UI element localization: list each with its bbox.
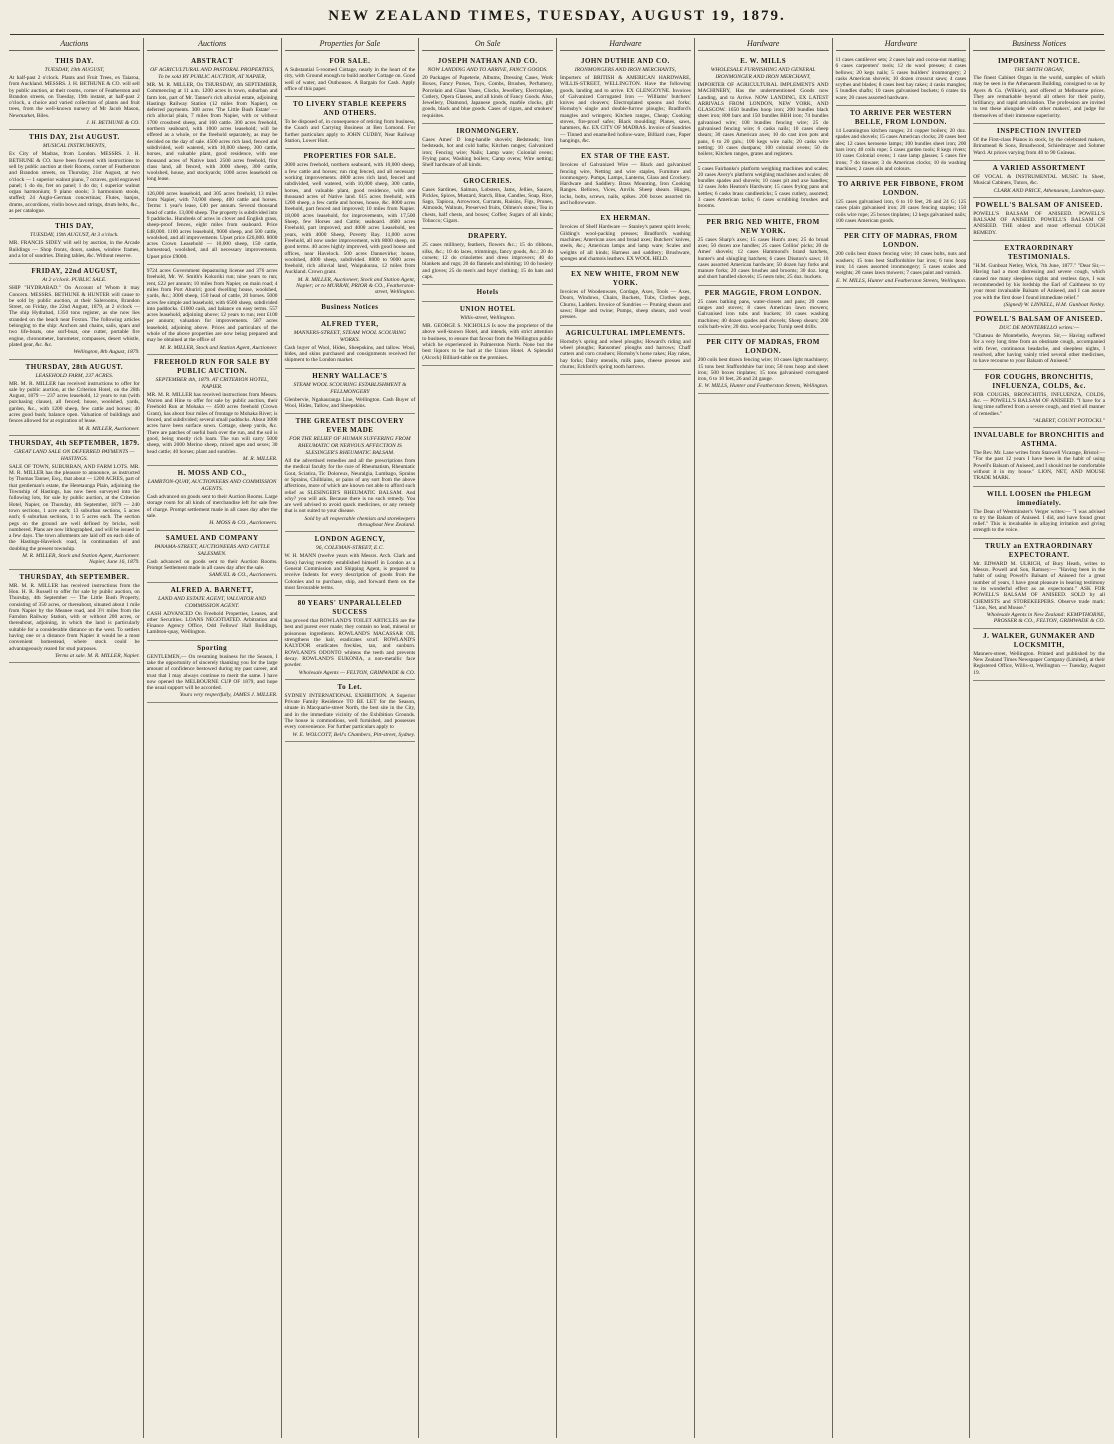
advertisement (698, 54, 829, 163)
ad-body: Cash advanced on goods sent to their Auction Rooms. Prompt Settlement made in all cases day after the sale. (146, 558, 278, 571)
ad-heading: JOHN DUTHIE AND CO. (580, 57, 670, 65)
ad-body: All the advertised remedies and all the prescriptions from the medical faculty for the cure of Rheumatism, Rheumatic Gout, Sciatica, Tic Doloreux, Neuralgia, Lumbago, Sprains or Sprains, Chilblains, or pains of any sort from the above affections, more of which are known not able to afford such relief as SLESINGER'S RHEUMATIC BALSAM. And why? you will ask. Because there is no such remedy. You are well advised to avoid quack medicines, or any remedy that is not suited to your disease. (284, 458, 416, 515)
ad-body: Glenbervie, Ngahauranga Line, Wellington. Cash Buyer of Wool, Hides, Tallow, and Sheepskins. (284, 396, 416, 409)
ad-body: Cash advanced on goods sent to their Auction Rooms. Large storage room for all kinds of merchandise left for sale free of charge. Prompt settlement made in all cases day after the sale. (146, 494, 278, 520)
ad-body: OF VOCAL & INSTRUMENTAL MUSIC In Sheet, Musical Cabinets, Tutors, &c. (973, 173, 1105, 187)
ad-body: SHIP "HYDRABAD." On Account of Whom it may Concern. MESSRS. BETHUNE & HUNTER will cause to be sold by public auction, at their Salerooms, Brandon Street, on Friday, the 22nd August, 1879, at 2 o'clock — The ship Hydrabad, 1350 tons register, as she now lies stranded on the beach near Foxton. The following articles belonging to the ship: Anchors and chains, sails, spars and two life-boats, one surf-boat, one cutter, portable fire engine, chronometer, barometer, compasses, desert whistle, plated gear, &c. &c. (9, 285, 140, 348)
ad-signature: M. R. MILLER, Stock and Station Agent, Auctioneer. Napier, June 16, 1879. (22, 553, 140, 566)
ad-body: 14 Leamington kitchen ranges; 24 copper boilers; 20 doz. spades and shovels; 15 cases American clocks; 20 cases best ales; 12 cases kerosene lamps; 100 bundles sheet iron; 200 bars iron; 40 coils rope; 5 cases garden tools; 8 kegs rivets; 10 cases Colonial ovens; 1 case lamp glasses; 5 cases fire irons; 7 do tinware; 3 do American clocks; 10 do washing machines; 2 cases oils and colours. (835, 128, 967, 172)
advertisement (285, 300, 416, 317)
ad-heading: GROCERIES. (463, 176, 512, 185)
ad-body: 125 cases galvanised iron, 6 to 10 feet, 26 and 24 G; 125 cases plain galvanised iron; 20 cases fencing staples; 150 coils wire rope; 25 boxes tinplates; 12 kegs galvanised nails; 100 cases American goods. (835, 199, 967, 225)
ad-heading: E. W. MILLS (740, 57, 787, 65)
ad-body: W. H. MANN (twelve years with Messrs. Arch. Clark and Sons) having recently established himself in London as a General Commission and Shipping Agent, is prepared to receive Indents for every description of goods from the Colonies and to purchase, ship, and forward them on the most favourable terms. (284, 553, 416, 591)
ad-signature: E. W. MILLS, Hunter and Featherston Streets, Wellington. (836, 277, 967, 284)
ad-signature: CLARK AND PRICE, Athenaeum, Lambton-quay. (993, 187, 1105, 194)
ad-heading: THURSDAY, 4th SEPTEMBER. (19, 572, 130, 581)
ad-body: Invoices of Woodenware, Cordage, Axes, Tools — Axes, Doors, Windows, Chairs, Buckets, Tubs, Clothes pegs, Churns, Ladders. Invoice of Sundries — Pruning shears and saws; Rope and twine; Pumps, sheep shears, and wool presses. (560, 289, 691, 321)
ad-subheading: SEPTEMBER 4th, 1879. AT CRITERION HOTEL, NAPIER. (155, 376, 269, 390)
ad-body: Mr. EDWARD M. ULRICH, of Bury Heath, writes to Messrs. Powell and Son, Ramsey:— "Having been in the habit of using Powell's Balsam of Aniseed for a great number of years, I have great pleasure in bearing testimony to its wonderful effect as an expectorant." ASK FOR POWELL'S BALSAM OF ANISEED. SOLD by all CHEMISTS and STOREKEEPERS. Observe trade mark: "Lion, Net, and Mouse." (973, 560, 1105, 611)
advertisement (560, 149, 691, 211)
ad-body: To be disposed of, in consequence of retiring from business, the Coach and Carrying Business at Ben Lomond. For further particulars apply to JOHN CUDBY, Near Railway Station, Lower Hutt. (284, 119, 416, 145)
ad-body: Cases Sardines, Salmon, Lobsters, Jams, Jellies, Sauces, Pickles, Spices, Mustard, Starch, Blue, Candles, Soap, Rice, Sago, Tapioca, Arrowroot, Currants, Raisins, Figs, Prunes, Almonds, Walnuts, Preserved fruits, Oilmen's stores; Tea in chests, half chests, and boxes; Coffee; Sugars of all kinds; Tobacco; Cigars. (422, 186, 553, 225)
ad-body: 25 cases Sharp's axes; 15 cases Hunt's axes; 25 do broad axes; 50 dozen axe handles; 25 cases Collins' picks; 20 do Ames' shovels; 12 cases Hammond's brand hatchets, hunter's and shingling hatchets; 6 cases Disston's saws; 10 cases assorted American hardware; 50 dozen hay forks and manure forks; 20 cases brushes and brooms; 30 doz. long and short handled shovels; 15 nests tubs; 25 doz. buckets. (697, 236, 829, 281)
advertisement (422, 54, 553, 124)
advertisement (285, 317, 416, 369)
ad-body: The finest Cabinet Organ in the world, samples of which may be seen in the Athenaeum Building, consigned to us by Ayers & Co. (Wilkie's), and offered at Melbourne prices. They are remarkable beyond all others for their purity, brilliancy, and rapid articulation. The profession are invited to test these alongside with other makers', and judge for themselves of their immense superiority. (973, 75, 1105, 119)
ad-heading: INVALUABLE for BRONCHITIS and ASTHMA. (973, 431, 1105, 449)
ad-signature: M. R. MILLER, Auctioneer, Stock and Station Agent, Napier; or to MURRAY, PRIOR & CO., Featherston-street, Wellington. (296, 276, 416, 296)
ad-body: POWELL'S BALSAM OF ANISEED. POWELL'S BALSAM OF ANISEED. POWELL'S BALSAM OF ANISEED. THE oldest and most effectual COUGH REMEDY. (973, 210, 1105, 236)
ad-body: Ex City of Madras, from London. MESSRS. J. H. BETHUNE & CO. have been favored with instructions to sell by public auction at their Rooms, corner of Featherston and Brandon streets, on Thursday, 21st August, at two o'clock — 1 superior walnut piano, 7 octaves, gold engraved panel; 1 do do, fret on panel; 1 do do; 1 superior walnut organ harmonium; 9 plano stools; 3 harmonium stools, stuffed; 24 Anglo-German concertinas; Flutes, banjos, drums, accordions, violin bows and strings, drum belts, &c., as per catalogue. (9, 151, 140, 215)
advertisement (836, 106, 967, 177)
ad-signature: (Signed) W. LINNELL, H.M. Gunboat Netley. (1003, 301, 1105, 308)
ad-heading: Business Notices (321, 302, 379, 311)
ad-body: MR. M. R. MILLER has received instructions from the Hon. H. R. Russell to offer for sale by public auction, on Thursday, 4th September — The Little Bush Property, consisting of 350 acres, or thereabout, situated about 1 mile from Napier by the Meanee road, and 3½ miles from the Farndon Railway Station, with or without 200 acres, or thereabout, adjoining, in which the land is particularly suitable for a considerable distance on the west. To settlers having one or a distance from Napier it would be a most convenient homestead, where stock could be advantageously reared for stud purposes. (9, 582, 140, 652)
column-3 (282, 38, 420, 1438)
advertisement (422, 229, 553, 285)
ad-heading: POWELL'S BALSAM OF ANISEED. (975, 315, 1103, 324)
advertisement (147, 531, 278, 583)
advertisement (147, 466, 278, 530)
column-heading: Properties for Sale (285, 38, 416, 51)
ad-heading: A VARIED ASSORTMENT (992, 163, 1086, 172)
ad-body: At half-past 2 o'clock. Plants and Fruit Trees, ex Taiaroa, from Auckland. MESSRS. J. H. BETHUNE & CO. will sell by public auction, at their rooms, corner of Featherston and Brandon streets, on Tuesday, 19th instant, at half-past 2 o'clock, a choice and varied collection of plants and fruit trees, from the well-known nursery of Mr Jacob Mason, Newmarket, Biles. (9, 75, 140, 119)
ad-body: Of the First-class Pianos in stock, by the celebrated makers, Brinsmead & Sons, Broadwood, Schiedmayer and Sohmer Ward. At prices varying from 40 to 90 Guineas. (973, 137, 1105, 156)
column-8 (970, 38, 1108, 1438)
ad-heading: THE GREATEST DISCOVERY EVER MADE (295, 417, 405, 435)
advertisement (422, 174, 553, 230)
advertisement (147, 265, 278, 355)
ad-heading: TO ARRIVE PER FIBBONE, FROM LONDON. (837, 180, 965, 198)
ad-heading: FRIDAY, 22nd AUGUST, (31, 267, 118, 276)
ad-heading: To Let. (337, 682, 363, 691)
advertisement (422, 302, 553, 366)
column-5 (557, 38, 695, 1438)
advertisement (147, 641, 278, 703)
advertisement (9, 130, 140, 219)
column-7 (833, 38, 971, 1438)
ad-body: MR. M. R. MILLER has received instructions to offer for sale by public auction, at the Criterion Hotel, on the 28th August, 1879 — 237 acres leasehold, 12 years to run (with purchasing clause), all fenced; house, woolshed, yards, garden, &c., with 1200 sheep, few cattle and horses; 40 acres good bush; balance open. Valuation of buildings and fences allowed for at expiration of lease. (9, 380, 140, 425)
masthead: NEW ZEALAND TIMES, TUESDAY, AUGUST 19, 1879. (328, 8, 786, 24)
ad-subheading: LEASEHOLD FARM, 237 ACRES. (35, 372, 114, 379)
ad-heading: PER CITY OF MADRAS, FROM LONDON. (706, 338, 820, 356)
ad-body: MR. M. R. MILLER has received instructions from Messrs. Warren and Hine to offer for sale by public auction, their Freehold Run at Mohaka — 4500 acres freehold (Crown Grant), has about four miles of frontage to Mohaka River; is fenced, and subdivided; several small paddocks. About 3000 acres have been surface sown. Cottage, sheep yards, &c. There are patches of useful bush over the run, and the soil is good, being mostly rich loam. The run will carry 5000 sheep, with 2000 Merino sheep, mixed ages and sexes; 30 head cattle; 40 horses; plant and sundries. (146, 391, 278, 455)
ad-body: 25 cases millinery, feathers, flowers &c.; 15 do ribbons, silks, &c.; 10 do laces, trimmings, fancy goods, &c.; 20 do corsets; 12 do crinolettes and dress improvers; 40 do blankets and rugs; 20 do flannels and shirting; 10 do hosiery and gloves; 25 do men's and boys' clothing; 15 do hats and caps. (422, 242, 553, 280)
advertisement (9, 264, 140, 359)
advertisement (9, 436, 140, 570)
ad-subheading: IRONMONGERS AND IRON MERCHANTS, (574, 67, 676, 73)
ad-heading: J. WALKER, GUNMAKER AND LOCKSMITH, (983, 631, 1096, 649)
advertisement (9, 570, 140, 664)
ad-body: SYDNEY INTERNATIONAL EXHIBITION. A Superior Private Family Residence TO BE LET for the Season, situate in Macquarie-street North, the best site in the City, and in the immediate vicinity of the Exhibition Grounds. The house is commodious, well furnished, and possesses every convenience. For further particulars apply to (284, 692, 416, 731)
ad-body: 20 Packages of Papeterie, Albums, Dressing Cases, Work Boxes, Fancy Purses, Toys, Combs, Brushes, Perfumery, Porcelain and Glass Vases, Clocks, Jewellery, Electroplate, Cutlery, Opera Glasses, and all kinds of Fancy Goods. Also, Jewellery, Diamond, Japanese goods, marble clocks, gilt goods, black and blue goods. Cases of cigars, and smokers' requisites. (422, 75, 553, 119)
advertisement (973, 198, 1105, 241)
ad-subheading: STEAM WOOL SCOURING ESTABLISHMENT & FELLMONGERY (293, 381, 407, 395)
advertisement (560, 326, 691, 375)
ad-signature: Wellington, 8th August, 1879. (73, 349, 140, 356)
ad-subheading: NOW LANDING AND TO ARRIVE, FANCY GOODS. (427, 67, 548, 73)
ad-body: Invoices of Galvanized Wire — Black and galvanized fencing wire, Netting and wire staples, Furniture and ironmongery. Pumps, Lamps, Lanterns, Glass and Crockery. Hardware and Saddlery. Brass Mounting, Iron Cooking Ranges. Bellows, Vices, Anvils. Sheep shears. Hinges, locks, bolts, screws, nails, spikes. 200 boxes assorted tin and hollowware. (560, 162, 691, 207)
advertisement (973, 428, 1105, 486)
ad-heading: THURSDAY, 28th AUGUST. (25, 362, 124, 371)
masthead-rule (10, 34, 1104, 35)
ad-signature: H. MOSS & CO., Auctioneers. (209, 520, 278, 527)
advertisement (560, 211, 691, 267)
column-heading: Auctions (147, 38, 278, 51)
ad-body: The Rev. Mr. Lane writes from Stanwell Vicarage, Bristol:— "For the past 12 years I have been in the habit of using Powell's Balsam of Aniseed, and I should not be comfortable without it in my house." LION, NET, AND MOUSE TRADE MARK. (973, 450, 1105, 482)
ad-heading: INSPECTION INVITED (996, 127, 1082, 136)
advertisement (9, 54, 140, 130)
ad-subheading: LAMBTON-QUAY, AUCTIONEERS AND COMMISSION AGENTS. (147, 479, 277, 493)
ad-signature: J. H. BETHUNE & CO. (86, 120, 140, 127)
ad-body: IMPORTER OF AGRICULTURAL IMPLEMENTS AND MACHINERY, Has the undermentioned Goods now Landing, and to Arrive. NOW LANDING, EX LATEST ARRIVALS FROM LONDON, NEW YORK, AND GLASGOW. 1650 bundles hoop iron; 200 bundles black sheet iron; 800 bars and 150 bundles BBH iron; 74 bundles galvanised wire; 100 bundles fencing wire; 25 do galvanised fencing wire; 6 casks nails; 10 cases sheep shears; 30 cases American axes; 10 do cast iron pots and pans, 6 to 20 gals.; 100 kegs wire nails; 20 casks wire netting; 10 cases dustpans; 100 colonial ovens; 50 do boilers; Kitchen ranges, grates and registers. (697, 82, 829, 158)
ad-signature: W. E. WOLCOTT, Bell's Chambers, Pitt-street, Sydney. (292, 731, 416, 738)
ad-body: SALE OF TOWN, SUBURBAN, AND FARM LOTS. MR. M. R. MILLER has the pleasure to announce, as instructed by Thomas Tanner, Esq., that about — 1200 ACRES, part of that gentleman's estate, the Heretaunga Plain, adjoining the Township of Hastings, has now been surveyed into the following lots, for sale by public auction, at the Criterion Hotel, Napier, on Thursday, 4th September, 1879 — 240 town sections, 1 acre each; 13 suburban sections, 5 acres each; 6 suburban sections, 1 to 5 acres each. The section pegs on the ground are well defined by bricks, well numbered. Plans are now lithographed, and will be issued in a few days. The town allotments are laid off on each side of the Hastings-Havelock road, in continuation of and doubling the present township. (9, 463, 140, 552)
ad-body: has proved that ROWLAND'S TOILET ARTICLES are the best and purest ever made; they contain no lead, mineral or poisonous ingredients. ROWLAND'S MACASSAR OIL strengthens the hair, eradicates scurf. ROWLAND'S KALYDOR eradicates freckles, tan, and sunburn. ROWLAND'S ODONTO whitens the teeth and prevents decay. ROWLAND'S EUKONIA, a non-metallic face powder. (284, 618, 416, 669)
ad-heading: ABSTRACT (191, 57, 234, 65)
advertisement (285, 532, 416, 596)
ad-heading: JOSEPH NATHAN AND CO. (437, 57, 538, 65)
advertisement (560, 54, 691, 149)
ad-subheading: At 2 o'clock. PUBLIC SALE. (42, 277, 107, 284)
ad-heading: PER MAGGIE, FROM LONDON. (704, 288, 822, 297)
ad-heading: IRONMONGERY. (456, 127, 519, 136)
ad-signature: Terms at sale. M. R. MILLER, Napier. (54, 652, 140, 659)
ad-heading: ALFRED A. BARNETT, (170, 585, 254, 594)
advertisement (147, 54, 278, 188)
ad-signature: "ALBERT, COUNT POTOCKI." (1032, 417, 1105, 424)
advertisement (973, 312, 1105, 369)
advertisement (836, 54, 967, 106)
ad-heading: TRULY an EXTRAORDINARY EXPECTORANT. (984, 541, 1094, 559)
ad-heading: WILL LOOSEN the PHLEGM immediately. (986, 489, 1092, 507)
advertisement (560, 267, 691, 325)
advertisement (285, 97, 416, 149)
ad-heading: EX STAR OF THE EAST. (581, 152, 670, 161)
ad-heading: FOR SALE. (329, 57, 371, 65)
ad-heading: ALFRED TYER, (321, 319, 379, 328)
advertisement (973, 370, 1105, 428)
ad-body: MR. FRANCIS SIDEY will sell by auction, in the Arcade Buildings — Shop fronts, doors, sashes, window frames, and a lot of sundries. Dining tables, &c. Without reserve. (9, 240, 140, 259)
ad-heading: TO LIVERY STABLE KEEPERS AND OTHERS. (293, 100, 407, 118)
ad-body: Importers of BRITISH & AMERICAN HARDWARE, WILLIS-STREET, WELLINGTON. Have the following goods, landing and to arrive. EX GLENGOYNE. Invoices of Galvanized Corrugated Iron — Williams' butchers' knives and cleavers; Electroplated spoons and forks; Hornsby's single and double-furrow ploughs; Bradford's mangles and wringers; Kitchen ranges, Cheap; Cooking stoves, fire-proof safes; Black moulding; Planes, saws, hammers, &c. EX CITY OF MADRAS. Invoice of Sundries — Tinned and enamelled hollow-ware, Billiard cues, Paper hangings, &c. (560, 75, 691, 144)
advertisement (285, 596, 416, 680)
column-heading: Hardware (560, 38, 691, 51)
ad-signature: M. R. MILLER, Auctioneer. (78, 425, 140, 432)
ad-heading: POWELL'S BALSAM OF ANISEED. (975, 200, 1103, 209)
ad-heading: PER BRIG NED WHITE, FROM NEW YORK. (706, 217, 820, 235)
ad-heading: SAMUEL AND COMPANY (165, 533, 259, 542)
ad-heading: TO ARRIVE PER WESTERN BELLE, FROM LONDON. (849, 109, 952, 127)
ad-body: 5 cases Fairbanks's platform weighing machines and scales; 20 cases Avery's platform weighing machines and scales; 40 bundles spades and shovels; 10 cases pit and axe handles; 12 cases John Heaton's Hardware; 15 cases frying pans and kettles; 6 casks brass candlesticks; 5 cases cutlery, assorted; 3 cases American tacks; 6 cases scrubbing brushes and brooms. (697, 165, 829, 210)
ad-heading: HENRY WALLACE'S (312, 371, 388, 380)
ad-signature: Wholesale Agents — FELTON, GRIMWADE & CO. (298, 669, 416, 676)
ad-body: Invoices of Shelf Hardware — Stanley's patent spirit levels; Gilding's wool-packing presses; Bradford's washing machines; American axes and broad axes; Butchers' knives, steels, &c.; American lamps and lamp ware; Scales and weights of all kinds; Harness and saddlery; Brushware, sponges and chamois leathers. EX WOOL HELD. (560, 224, 691, 262)
ad-body: 200 coils best drawn fencing wire; 10 cases bolts, nuts and washers; 15 tons best Staffordshire bar iron; 6 tons hoop iron; 14 cases assorted ironmongery; 5 cases scales and weights; 20 cases lawn mowers; 7 cases paint and varnish. (835, 251, 967, 277)
ad-body: 11 cases cantilever sets; 2 cases hair and cocoa-nut matting; 6 cases carpenters' tools; 12 do wool presses; 4 cases bellows; 20 kegs nails; 5 cases builders' ironmongery; 2 casks American shovels; 10 dozen crosscut saws; 4 cases scythes and blades; 8 cases best hay rakes; 4 casks mangles; 5 bundles shafts; 10 cases galvanised buckets; 6 crates tin ware; 20 cases assorted hardware. (835, 57, 967, 101)
column-2 (144, 38, 282, 1438)
ad-heading: Sporting (197, 643, 228, 652)
ad-heading: H. MOSS AND CO., (177, 469, 247, 478)
ad-subheading: MANNERS-STREET, STEAM WOOL SCOURING WORKS. (293, 329, 407, 343)
advertisement (973, 629, 1105, 681)
ad-body: Cases Ames' D long-handle shovels; Bedsteads; Iron bedsteads, hot and cold baths; Kitchen ranges; Galvanized iron; Fencing wire; Nails; Lamp ware; Colonial ovens; Frying pans; Washing boilers; Camp ovens; Wire netting; Shelf hardware of all kinds. (422, 137, 553, 169)
advertisement (285, 369, 416, 415)
ad-body: The Dean of Westminster's Verger writes:— "I was advised to try the Balsam of Aniseed. I did, and have found great relief." This is invaluable in allaying irritation and giving strength to the voice. (973, 508, 1105, 534)
ad-subheading: TUESDAY, 19th AUGUST, (44, 67, 105, 73)
ad-body: 3000 acres freehold, northern seaboard, with 10,000 sheep, a few cattle and horses; run ring fenced, and all necessary working improvements. 4800 acres rich land, fenced and subdivided, well watered, with 10,000 sheep, 300 cattle, horses, and valuable plant, good residence, with one thousand acres of Native land. 615 acres freehold, with 1200 sheep, a few cattle and horses, house, &c. 8000 acres freehold, part fenced and improved; 10 miles from Napier. 18,000 acres leasehold, for improvements, with 17,500 Sheep, few Horses and Cattle; seaboard. 4600 acres Freehold, part improved, and 4000 acres Leasehold, ten years, with 4000 Sheep, Poverty Bay. 11,000 acres Freehold, all now under improvement, with 8000 sheep, on good terms. 40 acres highly improved, with good house and offices, near Havelock. 500 acres Dannevirke; house, woolshed, 4000 sheep, subdivided. 8000 to 9000 acres freehold, rich alluvial land, Waipukurau, 12 miles from Auckland. Crown grant. (284, 162, 416, 276)
ad-heading: LONDON AGENCY, (314, 535, 386, 544)
advertisement (698, 215, 829, 286)
ad-heading: THIS DAY, (55, 222, 94, 231)
advertisement (698, 163, 829, 215)
ad-heading: DRAPERY. (468, 232, 508, 241)
ad-heading: EX NEW WHITE, FROM NEW YORK. (571, 270, 680, 288)
ad-body: A Substantial 5-roomed Cottage, nearly in the heart of the city, with Ground enough to build another Cottage on. Good well of water, and Outhouses. A Bargain for Cash. Apply office of this paper. (284, 67, 416, 92)
ad-body: MR. GEORGE S. NICHOLLS Is now the proprietor of the above well-known Hotel, and intends, with strict attention to business, to ensure that favour from the Wellington public which he experienced in Palmerston North. None but the best liquors to be had at the Union Hotel. A Splendid (Alcock) Billiard-table on the premises. (422, 323, 553, 361)
ad-heading: THIS DAY. (55, 57, 94, 65)
ad-heading: PER CITY OF MADRAS, FROM LONDON. (844, 232, 958, 250)
column-heading: Business Notices (973, 38, 1105, 51)
ad-signature: M. R. MILLER. (242, 455, 278, 462)
advertisement (973, 124, 1105, 161)
ad-signature: SAMUEL & CO., Auctioneers. (209, 572, 278, 579)
ad-body: GENTLEMEN,— On resuming business for the Season, I take the opportunity of sincerely thanking you for the large amount of confidence bestowed during my past career, and trust that I may always continue to merit the same. I have now opened the MELBOURNE CUP OF 1879, and hope the usual support will be accorded. (146, 653, 278, 692)
advertisement (422, 124, 553, 173)
ad-heading: AGRICULTURAL IMPLEMENTS. (565, 328, 686, 337)
ad-heading: FREEHOLD RUN FOR SALE BY PUBLIC AUCTION. (154, 357, 271, 375)
ad-subheading: Willis-street, Wellington. (460, 315, 516, 322)
column-heading: Auctions (9, 38, 140, 51)
column-heading: Hardware (698, 38, 829, 51)
ad-heading: EXTRAORDINARY TESTIMONIALS. (1004, 244, 1074, 262)
advertisement (973, 161, 1105, 198)
ad-body: Hornsby's spring and wheel ploughs; Howard's riding and wheel ploughs; Ransomes' ploughs and harrows; Chaff cutters and corn crushers; Hornsby's horse rakes; Hay rakes, hay forks; Dairy utensils, milk pans, cheese presses and churns; Eckford's spring tooth harrows. (560, 338, 691, 370)
advertisement (973, 487, 1105, 539)
advertisement (973, 539, 1105, 629)
column-6 (695, 38, 833, 1438)
ad-subheading: LAND AND ESTATE AGENT, VALUATOR AND COMMISSION AGENT. (158, 595, 267, 609)
ad-subheading: 96, COLEMAN-STREET, E.C. (315, 545, 384, 552)
ad-body: Manners-street, Wellington. Printed and published by the New Zealand Times Newspaper Company (Limited), at their Registered Office, Willis-st, Wellington — Tuesday, August 19. (973, 650, 1105, 676)
ad-subheading: TUESDAY, 19th AUGUST, At 3 o'clock. (30, 232, 119, 239)
ad-signature: E. W. MILLS, Hunter and Featherston Streets, Wellington. (698, 383, 829, 390)
advertisement (836, 229, 967, 287)
ad-subheading: GREAT LAND SALE ON DEFERRED PAYMENTS — HASTINGS. (14, 448, 135, 462)
advertisement (9, 219, 140, 264)
ad-signature: Sold by all respectable chemists and storekeepers throughout New Zealand. (304, 515, 416, 529)
ad-subheading: FOR THE RELIEF OF HUMAN SUFFERING FROM RHEUMATIC OR NERVOUS AFFECTION IS SLESINGER'S RHEUMATIC BALSAM. (289, 436, 411, 457)
ad-body: 25 cases bathing pans, water-closets and pans; 20 cases ranges and stoves; 8 cases American lawn mowers; Galvanised iron tubs and buckets; 10 cases washing machines; 40 dozen spades and shovels; Sheep shears; 200 coils barb-wire; 20 doz. wool-packs; Turnip seed drills. (697, 298, 829, 330)
ad-body: 126,000 acres leasehold, and 305 acres freehold, 13 miles from Napier, with 74,000 sheep, 400 cattle and horses. Terms: 1 year's lease, £40 per annum. Several thousand head of cattle. 13,000 sheep. The property is subdivided into 9 paddocks. Hundreds of acres in clover and English grass, sheep-proof fences, eight miles from seaboard. Price £48,000. 1100 acres leasehold, 9000 sheep, and 500 cattle, woolshed, and all improvements. Upset price £26,000. 8000 acres Crown Leasehold — 10,000 sheep, 150 cattle, homestead, woolshed, and all necessary improvements. Upset price £9000. (146, 190, 278, 260)
advertisement (285, 54, 416, 97)
advertisement (285, 149, 416, 299)
advertisement (285, 414, 416, 532)
advertisement (147, 355, 278, 466)
ad-heading: IMPORTANT NOTICE. (997, 57, 1081, 65)
ad-heading: EX HERMAN. (600, 214, 651, 223)
ad-body: CASH ADVANCED On Freehold Properties, Leases, and other Securities. LOANS NEGOTIATED. Arbitration and Finance Agency Office, Odd Fellows' Hall Buildings, Lambton-quay, Wellington. (146, 610, 278, 636)
ad-signature: Yours very respectfully, JAMES J. MILLER. (179, 692, 278, 699)
advertisement (147, 188, 278, 265)
advertisement (9, 360, 140, 436)
column-1 (6, 38, 144, 1438)
ad-heading: 80 YEARS' UNPARALLELED SUCCESS (297, 599, 403, 617)
column-heading: Hardware (836, 38, 967, 51)
ad-signature: Wholesale Agents in New Zealand: KEMPTHORNE, PROSSER & CO., FELTON, GRIMWADE & CO. (986, 612, 1105, 625)
ad-heading: UNION HOTEL (459, 305, 516, 314)
advertisement (973, 54, 1105, 124)
ad-signature: M. R. MILLER, Stock and Station Agent, Auctioneer. (159, 344, 278, 351)
advertisement (836, 177, 967, 229)
ad-heading: THIS DAY, 21st AUGUST. (29, 133, 120, 142)
ad-heading: FOR COUGHS, BRONCHITIS, INFLUENZA, COLDS, &c. (984, 372, 1094, 390)
advertisement (285, 680, 416, 742)
ad-body: "Chateau de Montebello, Aveyron. Sir,— Having suffered for a very long time from an obstinate cough, accompanied with fever, continuous headache, and sleepless nights, I resolved, after having vainly tried several other medicines, to have recourse to your Balsam of Aniseed." (973, 333, 1105, 365)
ad-subheading: DUC DE MONTEBELLO writes:— (999, 325, 1080, 332)
ad-subheading: MUSICAL INSTRUMENTS, (42, 143, 106, 150)
columns (6, 38, 1108, 1438)
ad-heading: THURSDAY, 4th SEPTEMBER, 1879. (9, 438, 140, 447)
ad-subheading: OF AGRICULTURAL AND PASTORAL PROPERTIES, To be sold BY PUBLIC AUCTION, AT NAPIER, (150, 67, 275, 80)
ad-body: MR. M. R. MILLER, On THURSDAY, 4th SEPTEMBER, Commencing at 11 a.m. 1200 acres in town, suburban and farm lots, part of Mr. Tanner's rich alluvial estate, adjoining Hastings Railway Station (12 miles from Napier), on deferred payments. 300 acres 'The Little Bush Estate' — rich alluvial plain, 7 miles from Napier, with or without 1700 crossbred sheep, and 160 cattle. 300 acres freehold, northern seaboard, with 1000 acres leasehold; will be offered as a whole, or the freehold separately, as may be decided on the day of sale. 4500 acres rich land, fenced and subdivided, well watered, with 10,000 sheep, 300 cattle, horses, and valuable plant, good residence, with one thousand acres of Native land. 2500 acres freehold, first class land, all fenced, with 3000 sheep, 300 cattle, woolshed, house, and stockyards; 1000 acres leasehold on long lease. (146, 82, 278, 183)
ad-subheading: WHOLESALE FURNISHING AND GENERAL IRONMONGER AND IRON MERCHANT, (710, 67, 816, 80)
advertisement (422, 285, 553, 302)
ad-subheading: PANAMA-STREET, AUCTIONEERS AND CATTLE SALESMEN. (154, 543, 270, 557)
column-4 (419, 38, 557, 1438)
ad-subheading: THE SMITH ORGAN, (1014, 67, 1065, 73)
advertisement (973, 241, 1105, 312)
ad-heading: PROPERTIES FOR SALE. (303, 152, 397, 161)
ad-body: 200 coils best drawn fencing wire; 10 cases light machinery; 15 tons best Staffordshire bar iron; 50 tons hoop and sheet iron; 500 boxes tinplates; 15 tons galvanised corrugated iron, 6 to 10 feet, 26 and 24 gauge. (697, 357, 829, 383)
ad-body: "H.M. Gunboat Netley, Wick, 7th June, 1877." "Dear Sir,— Having had a most distressing and severe cough, which caused me many sleepless nights and restless days, I was recommended by his lordship the Earl of Caithness to try your most invaluable Balsam of Aniseed, and I can assure you with the first dose I found immediate relief." (973, 263, 1105, 301)
advertisement (147, 583, 278, 641)
ad-body: FOR COUGHS, BRONCHITIS, INFLUENZA, COLDS, &c. — POWELL'S BALSAM OF ANISEED. "I have for a long time suffered from a severe cough, and tried all manner of remedies." (973, 391, 1105, 417)
column-heading: On Sale (422, 38, 553, 51)
ad-body: 9724 acres Government depasturing license and 376 acres freehold, Mr. W. Smith's Kokoriki run; nine years to run; rent, £22 per annum; 10 miles from Napier, on main road; 4 miles from Port Ahuriri; good dwelling house, woolshed, yards, &c.; 3000 sheep, 150 head of cattle, 20 horses. 5000 acres fee simple and leasehold, with 6500 sheep, subdivided into paddocks. £1000 cash, and balance on easy terms. 557 acres leasehold, adjoining above; 12 years to run; rent £100 per annum; valuation for improvements. 587 acres leasehold, adjoining above. Prices and particulars of the whole of the above properties are now being prepared and may be obtained at the office of (146, 268, 278, 344)
advertisement (698, 286, 829, 335)
advertisement (698, 335, 829, 393)
ad-body: Cash buyer of Wool, Hides, Sheepskins, and tallow. Wool, hides, and skins purchased and consignments received for shipment to the London market. (284, 344, 416, 364)
ad-heading: Hotels (476, 288, 499, 297)
